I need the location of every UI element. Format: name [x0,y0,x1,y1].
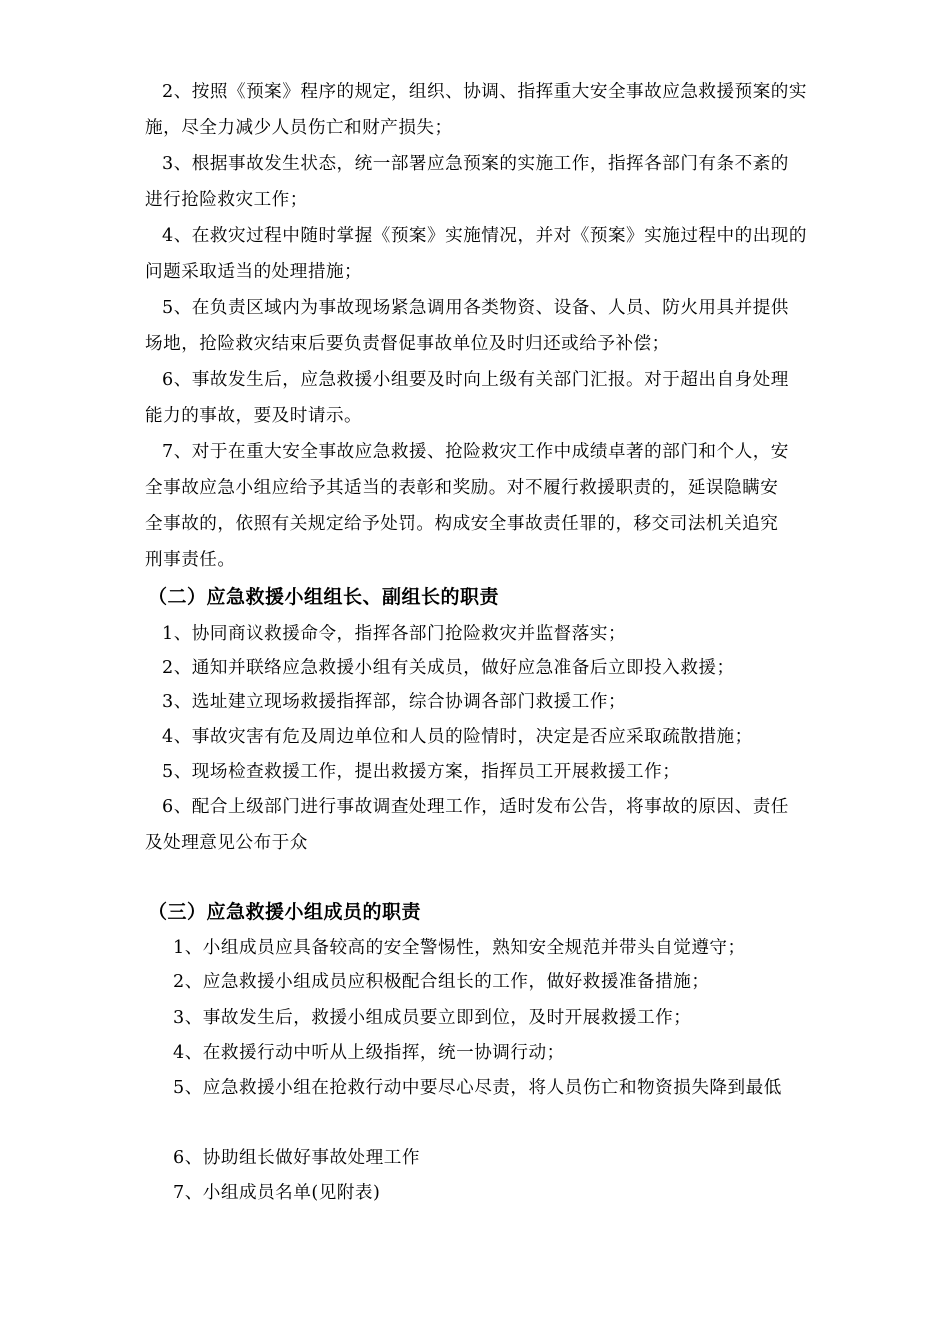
s2-item-4: 4、事故灾害有危及周边单位和人员的险情时，决定是否应采取疏散措施； [162,727,753,747]
s3-item-5: 5、应急救援小组在抢救行动中要尽心尽责，将人员伤亡和物资损失降到最低 [173,1078,782,1098]
s1-item-3-line-2: 进行抢险救灾工作； [145,190,308,210]
s1-item-3-line-1: 3、根据事故发生状态，统一部署应急预案的实施工作，指挥各部门有条不紊的 [162,154,789,174]
s3-item-4: 4、在救援行动中听从上级指挥，统一协调行动； [173,1043,565,1063]
s2-item-5: 5、现场检查救援工作，提出救援方案，指挥员工开展救援工作； [162,762,681,782]
section-3-title: （三）应急救援小组成员的职责 [148,901,422,923]
s1-item-7-line-4: 刑事责任。 [145,550,236,570]
s2-item-3: 3、选址建立现场救援指挥部，综合协调各部门救援工作； [162,692,627,712]
s3-item-2: 2、应急救援小组成员应积极配合组长的工作，做好救援准备措施； [173,972,710,992]
s2-item-6-line-2: 及处理意见公布于众 [145,833,308,853]
s3-item-6: 6、协助组长做好事故处理工作 [173,1148,420,1168]
s2-item-2: 2、通知并联络应急救援小组有关成员，做好应急准备后立即投入救援； [162,658,735,678]
s1-item-7-line-3: 全事故的，依照有关规定给予处罚。构成安全事故责任罪的，移交司法机关追究 [145,514,779,534]
section-2-title: （二）应急救援小组组长、副组长的职责 [148,586,500,608]
s1-item-4-line-1: 4、在救灾过程中随时掌握《预案》实施情况，并对《预案》实施过程中的出现的 [162,226,807,246]
s1-item-2-line-2: 施，尽全力减少人员伤亡和财产损失； [145,118,453,138]
s3-item-3: 3、事故发生后，救援小组成员要立即到位，及时开展救援工作； [173,1008,692,1028]
s1-item-5-line-1: 5、在负责区域内为事故现场紧急调用各类物资、设备、人员、防火用具并提供 [162,298,789,318]
s2-item-6-line-1: 6、配合上级部门进行事故调查处理工作，适时发布公告，将事故的原因、责任 [162,797,789,817]
s1-item-7-line-2: 全事故应急小组应给予其适当的表彰和奖励。对不履行救援职责的，延误隐瞒安 [145,478,779,498]
s1-item-6-line-1: 6、事故发生后，应急救援小组要及时向上级有关部门汇报。对于超出自身处理 [162,370,789,390]
s1-item-6-line-2: 能力的事故，要及时请示。 [145,406,363,426]
s1-item-7-line-1: 7、对于在重大安全事故应急救援、抢险救灾工作中成绩卓著的部门和个人，安 [162,442,789,462]
s2-item-1: 1、协同商议救援命令，指挥各部门抢险救灾并监督落实； [162,624,627,644]
s1-item-2-line-1: 2、按照《预案》程序的规定，组织、协调、指挥重大安全事故应急救援预案的实 [162,82,807,102]
s3-item-1: 1、小组成员应具备较高的安全警惕性，熟知安全规范并带头自觉遵守； [173,938,746,958]
s1-item-4-line-2: 问题采取适当的处理措施； [145,262,363,282]
s1-item-5-line-2: 场地，抢险救灾结束后要负责督促事故单位及时归还或给予补偿； [145,334,670,354]
s3-item-7: 7、小组成员名单(见附表) [173,1183,381,1203]
